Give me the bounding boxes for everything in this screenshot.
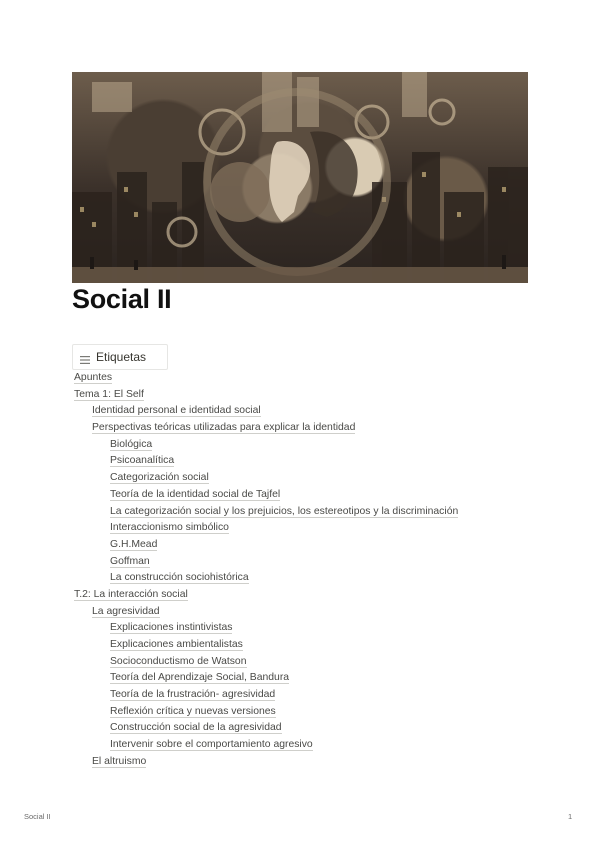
- toc-link[interactable]: Explicaciones ambientalistas: [110, 639, 243, 650]
- toc-item[interactable]: [74, 620, 458, 637]
- toc-link[interactable]: T.2: La interacción social: [74, 588, 188, 600]
- toc-link[interactable]: Apuntes: [74, 372, 113, 383]
- toc-item[interactable]: [74, 554, 458, 571]
- page-title: Social II: [72, 284, 172, 314]
- toc-item[interactable]: [74, 504, 458, 521]
- toc-item[interactable]: [74, 587, 458, 604]
- toc-item[interactable]: [74, 687, 458, 704]
- toc-link[interactable]: Categorización social: [110, 472, 209, 484]
- toc-link[interactable]: Explicaciones instintivistas: [110, 622, 233, 634]
- toc-item[interactable]: [74, 720, 458, 737]
- toc-item[interactable]: [74, 670, 458, 687]
- toc-item[interactable]: [74, 370, 458, 387]
- toc-link[interactable]: La construcción sociohistórica: [110, 572, 249, 584]
- footer-title: Social II: [24, 812, 51, 821]
- tags-property[interactable]: [72, 344, 168, 370]
- toc-link[interactable]: La agresividad: [92, 605, 160, 617]
- toc-item[interactable]: [74, 604, 458, 621]
- toc-item[interactable]: [74, 520, 458, 537]
- toc-link[interactable]: Goffman: [110, 555, 150, 567]
- toc-item[interactable]: [74, 420, 458, 437]
- toc-link[interactable]: G.H.Mead: [110, 538, 158, 550]
- toc-item[interactable]: [74, 537, 458, 554]
- page-number: 1: [568, 812, 573, 821]
- toc-item[interactable]: [74, 437, 458, 454]
- toc-link[interactable]: Tema 1: El Self: [74, 388, 144, 400]
- toc-link[interactable]: Teoría de la frustración- agresividad: [110, 689, 276, 701]
- toc-link[interactable]: Identidad personal e identidad social: [92, 405, 261, 417]
- toc-item[interactable]: [74, 387, 458, 404]
- toc-link[interactable]: La categorización social y los prejuicios, los estereotipos y la discriminación: [110, 505, 459, 517]
- toc-item[interactable]: [74, 737, 458, 754]
- toc-link[interactable]: Socioconductismo de Watson: [110, 655, 247, 667]
- toc-item[interactable]: [74, 570, 458, 587]
- toc-link[interactable]: Construcción social de la agresividad: [110, 722, 282, 734]
- cover-illustration: [72, 72, 528, 283]
- toc-link[interactable]: Biológica: [110, 438, 153, 450]
- cover-image: [72, 72, 528, 283]
- toc-link[interactable]: El altruismo: [92, 755, 147, 767]
- toc-item[interactable]: [74, 470, 458, 487]
- toc-link[interactable]: Psicoanalítica: [110, 455, 175, 467]
- toc-link[interactable]: Intervenir sobre el comportamiento agresivo: [110, 739, 313, 751]
- toc-item[interactable]: [74, 704, 458, 721]
- toc-link[interactable]: Teoría de la identidad social de Tajfel: [110, 488, 281, 500]
- toc-item[interactable]: [74, 403, 458, 420]
- toc-link[interactable]: Interaccionismo simbólico: [110, 522, 229, 534]
- tags-property-label: Etiquetas: [96, 350, 147, 364]
- toc-item[interactable]: [74, 487, 458, 504]
- toc-item[interactable]: [74, 654, 458, 671]
- toc-item[interactable]: [74, 754, 458, 771]
- table-of-contents: [74, 370, 458, 771]
- toc-item[interactable]: [74, 637, 458, 654]
- toc-link[interactable]: Teoría del Aprendizaje Social, Bandura: [110, 672, 290, 684]
- toc-link[interactable]: Reflexión crítica y nuevas versiones: [110, 705, 276, 717]
- list-icon: [80, 353, 90, 361]
- toc-link[interactable]: Perspectivas teóricas utilizadas para explicar la identidad: [92, 422, 356, 434]
- toc-item[interactable]: [74, 453, 458, 470]
